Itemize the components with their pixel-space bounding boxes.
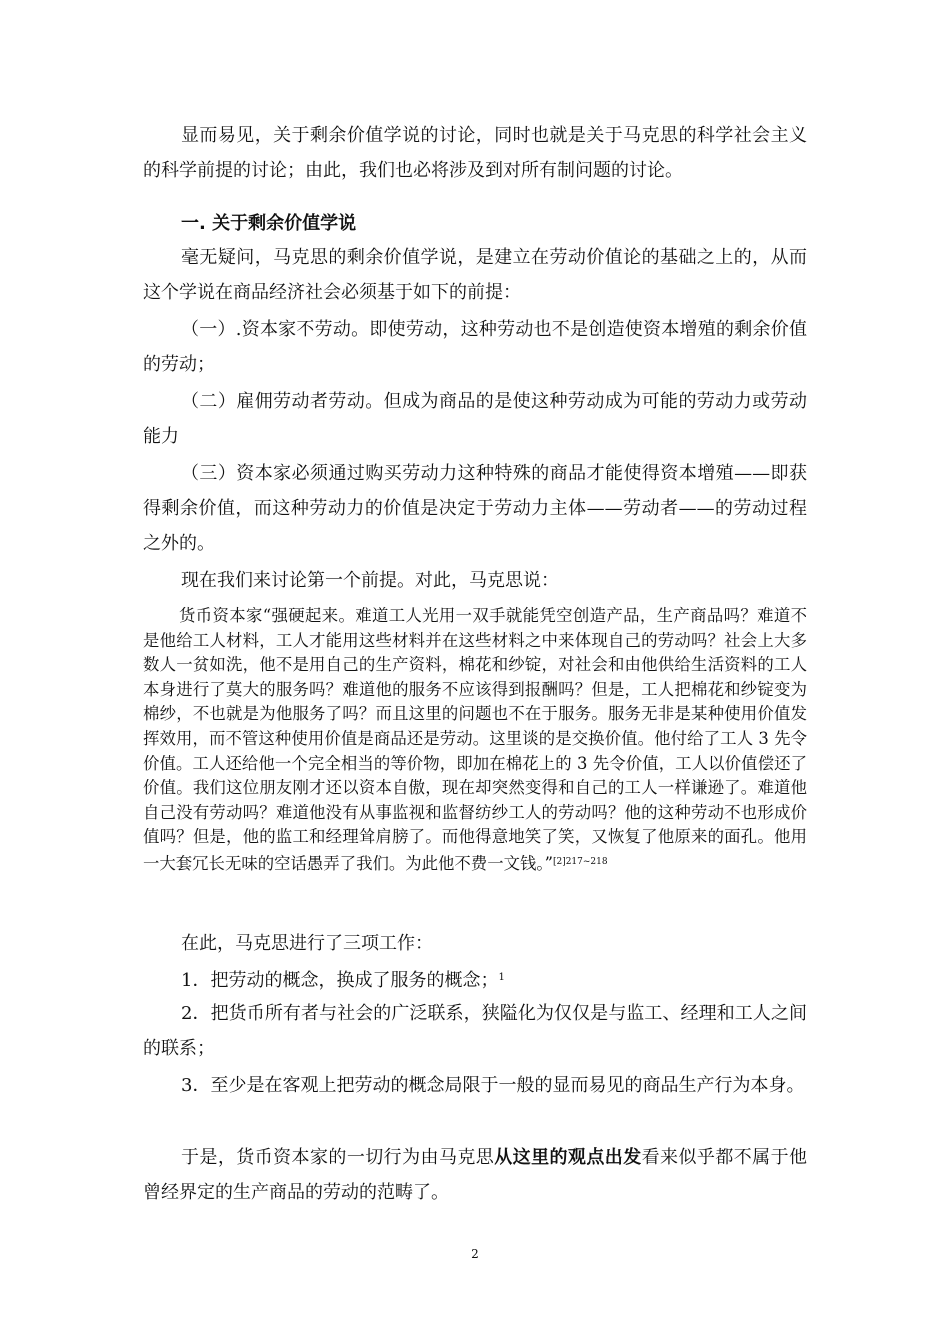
list-item-one-text: 1．把劳动的概念，换成了服务的概念； <box>181 970 499 991</box>
premise-one: （一）.资本家不劳动。即使劳动，这种劳动也不是创造使资本增殖的剩余价值的劳动； <box>143 319 807 375</box>
footnote-marker: 1 <box>498 972 505 983</box>
paragraph-three-tasks: 在此，马克思进行了三项工作： <box>181 933 433 954</box>
intro-paragraph: 显而易见，关于剩余价值学说的讨论，同时也就是关于马克思的科学社会主义的科学前提的讨论；由此，我们也必将涉及到对所有制问题的讨论。 <box>143 125 807 181</box>
paragraph-premise-intro: 毫无疑问，马克思的剩余价值学说，是建立在劳动价值论的基础之上的，从而这个学说在商品经济社会必须基于如下的前提： <box>143 247 807 303</box>
paragraph-conclusion <box>143 1140 807 1210</box>
quote-text: 货币资本家“强硬起来。难道工人光用一双手就能凭空创造产品，生产商品吗？难道不是他给工人材料，工人才能用这些材料并在这些材料之中来体现自己的劳动吗？社会上大多数人一贫如洗，他不是用自己的生产资料，棉花和纱锭，对社会和由他供给生活资料的工人本身进行了莫大的服务吗？难道他的服务不应该得到报酬吗？但是，工人把棉花和纱锭变为棉纱，不也就是为他服务了吗？而且这里的问题也不在于服务。服务无非是某种使用价值发挥效用，而不管这种使用价值是商品还是劳动。这里谈的是交换价值。他付给了工人 3 先令价值。工人还给他一个完全相当的等价物，即加在棉花上的 3 先令价值，工人以价值偿还了价值。我们这位朋友刚才还以资本自傲，现在却突然变得和自己的工人一样谦逊了。难道他自己没有劳动吗？难道他没有从事监视和监督纺纱工人的劳动吗？他的这种劳动不也形成价值吗？但是，他的监工和经理耸肩膀了。而他得意地笑了笑，又恢复了他原来的面孔。他用一大套冗长无味的空话愚弄了我们。为此他不费一文钱。” <box>143 606 807 873</box>
block-quote <box>143 604 807 877</box>
conclusion-text-end: 看来似乎都不属于他曾经界定的生产商品的劳动的范畴了。 <box>143 1147 808 1203</box>
conclusion-emphasis: 从这里的观点出发 <box>494 1147 642 1168</box>
premise-two: （二）雇佣劳动者劳动。但成为商品的是使这种劳动成为可能的劳动力或劳动能力 <box>143 391 807 447</box>
list-item-one <box>143 960 807 998</box>
list-item-three: 3．至少是在客观上把劳动的概念局限于一般的显而易见的商品生产行为本身。 <box>181 1075 805 1096</box>
premise-three: （三）资本家必须通过购买劳动力这种特殊的商品才能使得资本增殖——即获得剩余价值，而这种劳动力的价值是决定于劳动力主体——劳动者——的劳动过程之外的。 <box>143 463 807 554</box>
section-heading: 一. 关于剩余价值学说 <box>181 213 357 234</box>
page-number: 2 <box>471 1247 479 1261</box>
paragraph-discussion: 现在我们来讨论第一个前提。对此，马克思说： <box>181 570 559 591</box>
conclusion-text-start: 于是，货币资本家的一切行为由马克思 <box>181 1147 495 1168</box>
quote-citation: [2]217~218 <box>552 856 608 867</box>
list-item-two: 2．把货币所有者与社会的广泛联系，狭隘化为仅仅是与监工、经理和工人之间的联系； <box>143 1003 807 1059</box>
